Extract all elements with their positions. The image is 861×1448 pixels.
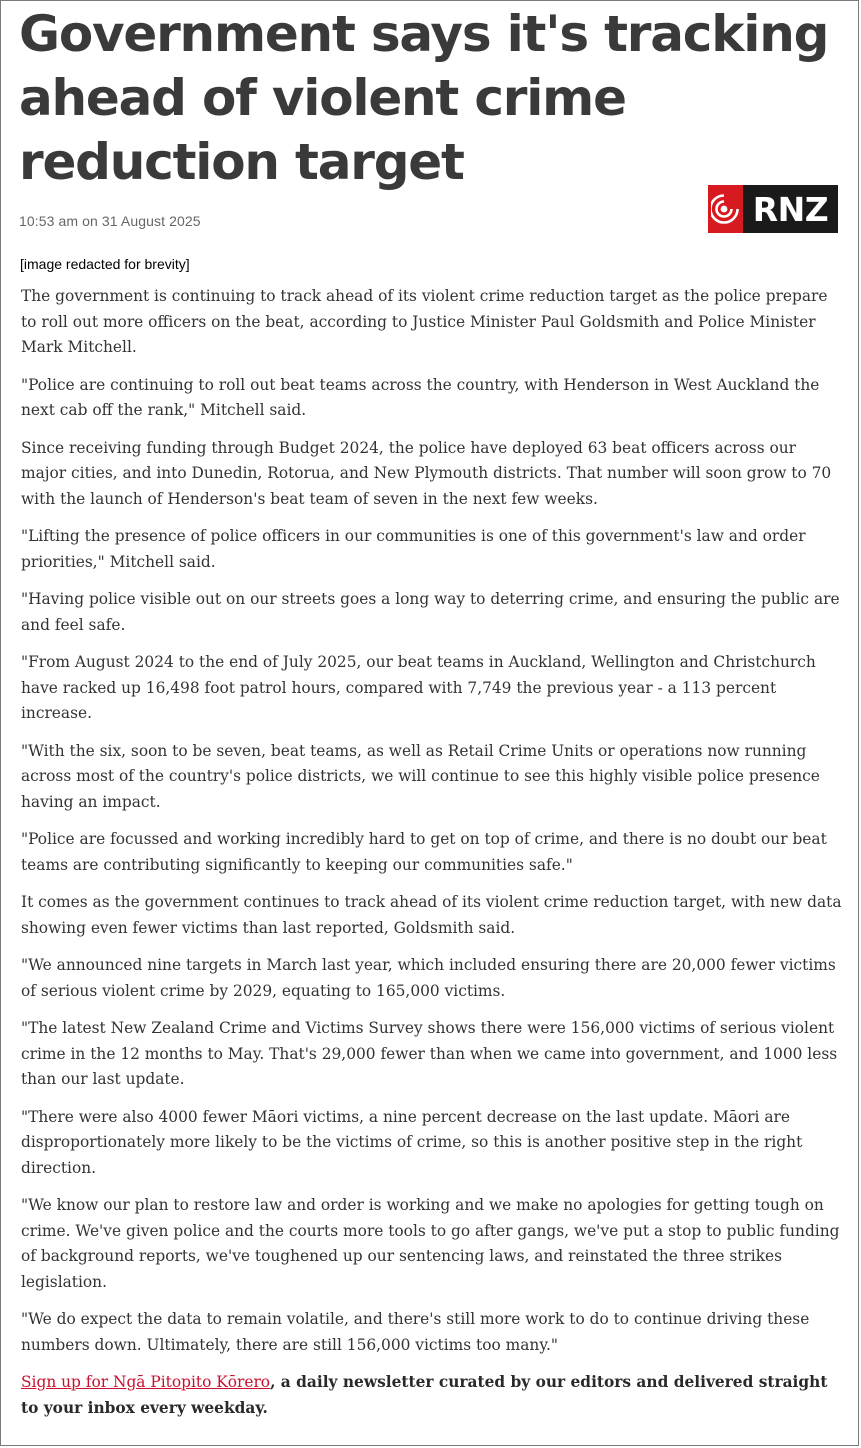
article-timestamp: 10:53 am on 31 August 2025 (19, 213, 201, 229)
article-paragraph: The government is continuing to track ahead of its violent crime reduction target as the police prepare to roll out more officers on the beat, according to Justice Minister Paul Goldsmith and Police Minister Mark Mitchell. (21, 287, 828, 356)
article-paragraph: "Police are continuing to roll out beat teams across the country, with Henderson in West Auckland the next cab off the rank," Mitchell said. (21, 375, 820, 419)
article-paragraph: "There were also 4000 fewer Māori victims, a nine percent decrease on the last update. Māori are disproportionately more likely to be the victims of crime, so this is another positive step in the right direction. (21, 1107, 803, 1177)
article-paragraph: "Having police visible out on our streets goes a long way to deterring crime, and ensuring the public are and feel safe. (21, 590, 840, 634)
newsletter-signup-text: , a daily newsletter curated by our editors and delivered straight to your inbox every weekday. (21, 1373, 828, 1417)
article-headline: Government says it's tracking ahead of violent crime reduction target (19, 5, 829, 191)
article-paragraph: "Lifting the presence of police officers in our communities is one of this government's law and order priorities," Mitchell said. (21, 527, 806, 571)
rnz-logo-text: RNZ (743, 185, 838, 233)
article-paragraph: Since receiving funding through Budget 2024, the police have deployed 63 beat officers across our major cities, and into Dunedin, Rotorua, and New Plymouth districts. That number will soon grow to 70 with the launch of Henderson's beat team of seven in the next few weeks. (21, 438, 832, 508)
rnz-radio-waves-icon (708, 185, 743, 233)
newsletter-signup-link[interactable]: Sign up for Ngā Pitopito Kōrero (21, 1373, 271, 1391)
article-paragraph: "With the six, soon to be seven, beat teams, as well as Retail Crime Units or operations now running across most of the country's police districts, we will continue to see this highly visible police presence having an impact. (21, 741, 820, 811)
article-body (21, 284, 846, 1433)
article-paragraph: It comes as the government continues to track ahead of its violent crime reduction target, with new data showing even fewer victims than last reported, Goldsmith said. (21, 893, 842, 937)
article-paragraph: "We do expect the data to remain volatile, and there's still more work to do to continue driving these numbers down. Ultimately, there are still 156,000 victims too many." (21, 1310, 810, 1354)
image-redacted-note: [image redacted for brevity] (20, 256, 190, 272)
article-paragraph: "Police are focussed and working incredibly hard to get on top of crime, and there is no doubt our beat teams are contributing significantly to keeping our communities safe." (21, 830, 827, 874)
newsletter-signup-promo (21, 1370, 846, 1421)
article-paragraph: "The latest New Zealand Crime and Victims Survey shows there were 156,000 victims of serious violent crime in the 12 months to May. That's 29,000 fewer than when we came into government, and 1000 less than our last update. (21, 1019, 838, 1088)
article-paragraph: "We know our plan to restore law and order is working and we make no apologies for getting tough on crime. We've given police and the courts more tools to go after gangs, we've put a stop to public funding of background reports, we've toughened up our sentencing laws, and reinstated the three strikes legislation. (21, 1196, 840, 1291)
article-paragraph: "We announced nine targets in March last year, which included ensuring there are 20,000 fewer victims of serious violent crime by 2029, equating to 165,000 victims. (21, 956, 836, 1000)
article-paragraph: "From August 2024 to the end of July 2025, our beat teams in Auckland, Wellington and Christchurch have racked up 16,498 foot patrol hours, compared with 7,749 the previous year - a 113 percent increase. (21, 653, 816, 722)
rnz-logo[interactable] (708, 185, 838, 233)
